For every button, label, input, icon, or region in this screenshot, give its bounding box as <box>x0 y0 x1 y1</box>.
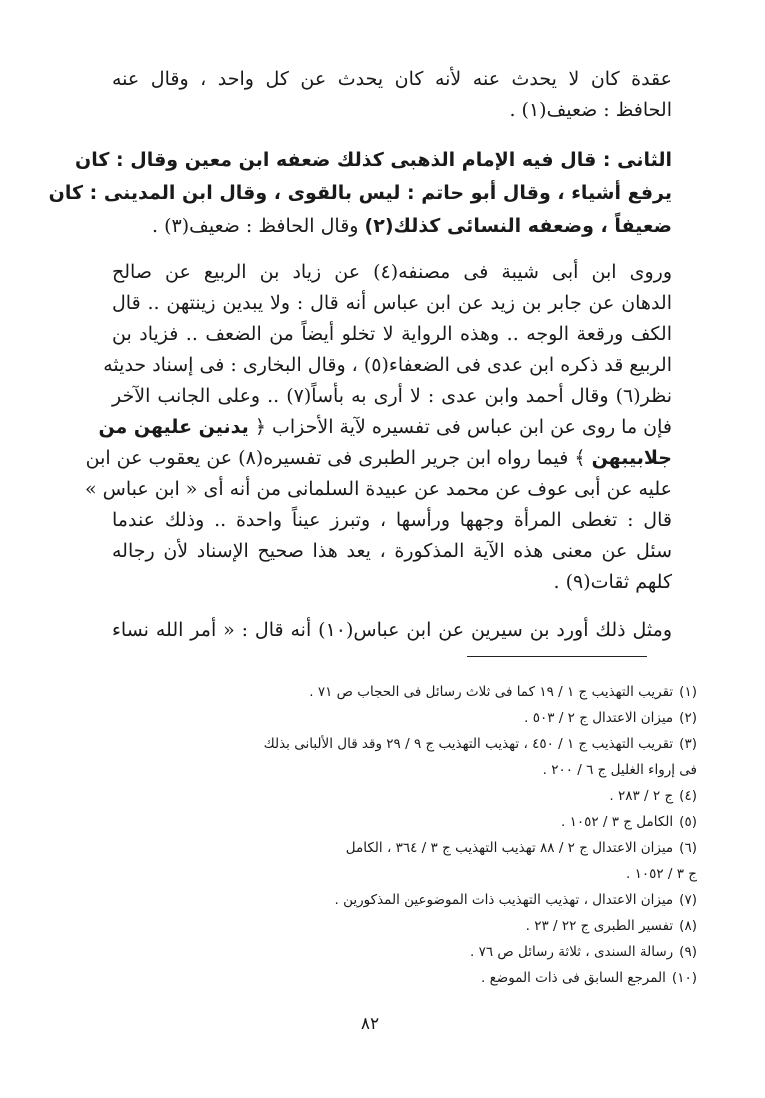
footnote-number: (٩) <box>679 944 697 960</box>
normal-segment: وقال الحافظ : ضعيف(٣) . <box>152 215 365 237</box>
paragraph-line: الحافظ : ضعيف(١) . <box>509 99 672 121</box>
footnote-8 <box>95 913 697 939</box>
page-number: ٨٢ <box>360 1014 380 1034</box>
paragraph-line: ومثل ذلك أورد بن سيرين عن ابن عباس(١٠) أنه قال : « أمر الله نساء <box>112 619 672 641</box>
paragraph-line: نظر(٦) وقال أحمد وابن عدى : لا أرى به بأساً(٧) .. وعلى الجانب الآخر <box>112 385 672 407</box>
paragraph-line: عليه عن أبى عوف عن محمد عن عبيدة السلمانى من أنه أى « ابن عباس » <box>84 478 672 500</box>
footnote-6-continued: ج ٣ / ١٠٥٢ . <box>625 866 697 882</box>
paragraph-line: يرفع أشياء ، وقال أبو حاتم : ليس بالقوى ، وقال ابن المدينى : كان <box>48 182 672 204</box>
footnote-3 <box>95 731 697 757</box>
footnote-9 <box>95 939 697 965</box>
footnote-number: (٤) <box>679 788 697 804</box>
paragraph-line: كلهم ثقات(٩) . <box>553 571 672 593</box>
paragraph-3 <box>84 257 672 598</box>
footnotes <box>95 679 697 991</box>
paragraph-1 <box>112 64 672 126</box>
footnote-separator <box>467 656 647 657</box>
paragraph-2-bold <box>48 144 672 243</box>
footnote-text: ج ٢ / ٢٨٣ . <box>609 788 674 804</box>
footnote-5 <box>95 809 697 835</box>
footnote-number: (٨) <box>679 918 697 934</box>
paragraph-line <box>98 412 672 443</box>
footnote-6 <box>95 835 697 861</box>
footnote-number: (٥) <box>679 814 697 830</box>
footnote-7 <box>95 887 697 913</box>
paragraph-line: عقدة كان لا يحدث عنه لأنه كان يحدث عن كل واحد ، وقال عنه <box>112 68 672 90</box>
footnote-10 <box>95 965 697 991</box>
paragraph-line: وروى ابن أبى شيبة فى مصنفه(٤) عن زياد بن الربيع عن صالح <box>112 261 672 283</box>
footnote-text: رسالة السندى ، ثلاثة رسائل ص ٧٦ . <box>469 944 674 960</box>
footnote-number: (٣) <box>679 736 697 752</box>
normal-segment: فإن ما روى عن ابن عباس فى تفسيره لآية الأحزاب ﴿ <box>254 416 672 438</box>
normal-segment: ﴾ فيما رواه ابن جرير الطبرى فى تفسيره(٨) عن يعقوب عن ابن <box>85 447 586 469</box>
paragraph-line: الدهان عن جابر بن زيد عن ابن عباس أنه قال : ولا يبدين زينتهن .. قال <box>112 292 672 314</box>
footnote-number: (١٠) <box>671 970 697 986</box>
paragraph-line: الربيع قد ذكره ابن عدى فى الضعفاء(٥) ، وقال البخارى : فى إسناد حديثه <box>103 354 672 376</box>
footnote-text: المرجع السابق فى ذات الموضع . <box>481 970 666 986</box>
paragraph-line <box>85 443 672 474</box>
paragraph-4 <box>112 615 672 646</box>
bold-segment: ضعيفاً ، وضعفه النسائى كذلك(٢) <box>364 215 672 237</box>
footnote-number: (٦) <box>679 840 697 856</box>
footnote-text: تفسير الطبرى ج ٢٢ / ٢٣ . <box>525 918 674 934</box>
footnote-4 <box>95 783 697 809</box>
quran-quote-bold: يدنين عليهن من <box>98 416 249 438</box>
footnote-number: (٢) <box>679 710 697 726</box>
footnote-number: (١) <box>679 684 697 700</box>
footnote-text: ميزان الاعتدال ، تهذيب التهذيب ذات الموضوعين المذكورين . <box>334 892 674 908</box>
footnote-1 <box>95 679 697 705</box>
footnote-text: ميزان الاعتدال ج ٢ / ٨٨ تهذيب التهذيب ج ٣ / ٣٦٤ ، الكامل <box>345 840 674 856</box>
footnote-3-continued: فى إرواء الغليل ج ٦ / ٢٠٠ . <box>542 762 697 778</box>
paragraph-line <box>112 210 672 243</box>
paragraph-line: قال : تغطى المرأة وجهها ورأسها ، وتبرز عيناً واحدة .. وذلك عندما <box>112 509 672 531</box>
footnote-2 <box>95 705 697 731</box>
footnote-number: (٧) <box>679 892 697 908</box>
paragraph-line: الثانى : قال فيه الإمام الذهبى كذلك ضعفه ابن معين وقال : كان <box>75 149 672 171</box>
footnote-text: تقريب التهذيب ج ١ / ٤٥٠ ، تهذيب التهذيب ج ٩ / ٢٩ وقد قال الألبانى بذلك <box>263 736 674 752</box>
paragraph-line: الكف ورقعة الوجه .. وهذه الرواية لا تخلو أيضاً من الضعف .. فزياد بن <box>112 323 672 345</box>
footnote-text: الكامل ج ٣ / ١٠٥٢ . <box>560 814 674 830</box>
quran-quote-bold: جلابيبهن <box>591 447 672 469</box>
footnote-text: تقريب التهذيب ج ١ / ١٩ كما فى ثلاث رسائل فى الحجاب ص ٧١ . <box>309 684 674 700</box>
footnote-text: ميزان الاعتدال ج ٢ / ٥٠٣ . <box>524 710 674 726</box>
paragraph-line: سئل عن معنى هذه الآية المذكورة ، يعد هذا صحيح الإسناد لأن رجاله <box>112 540 672 562</box>
